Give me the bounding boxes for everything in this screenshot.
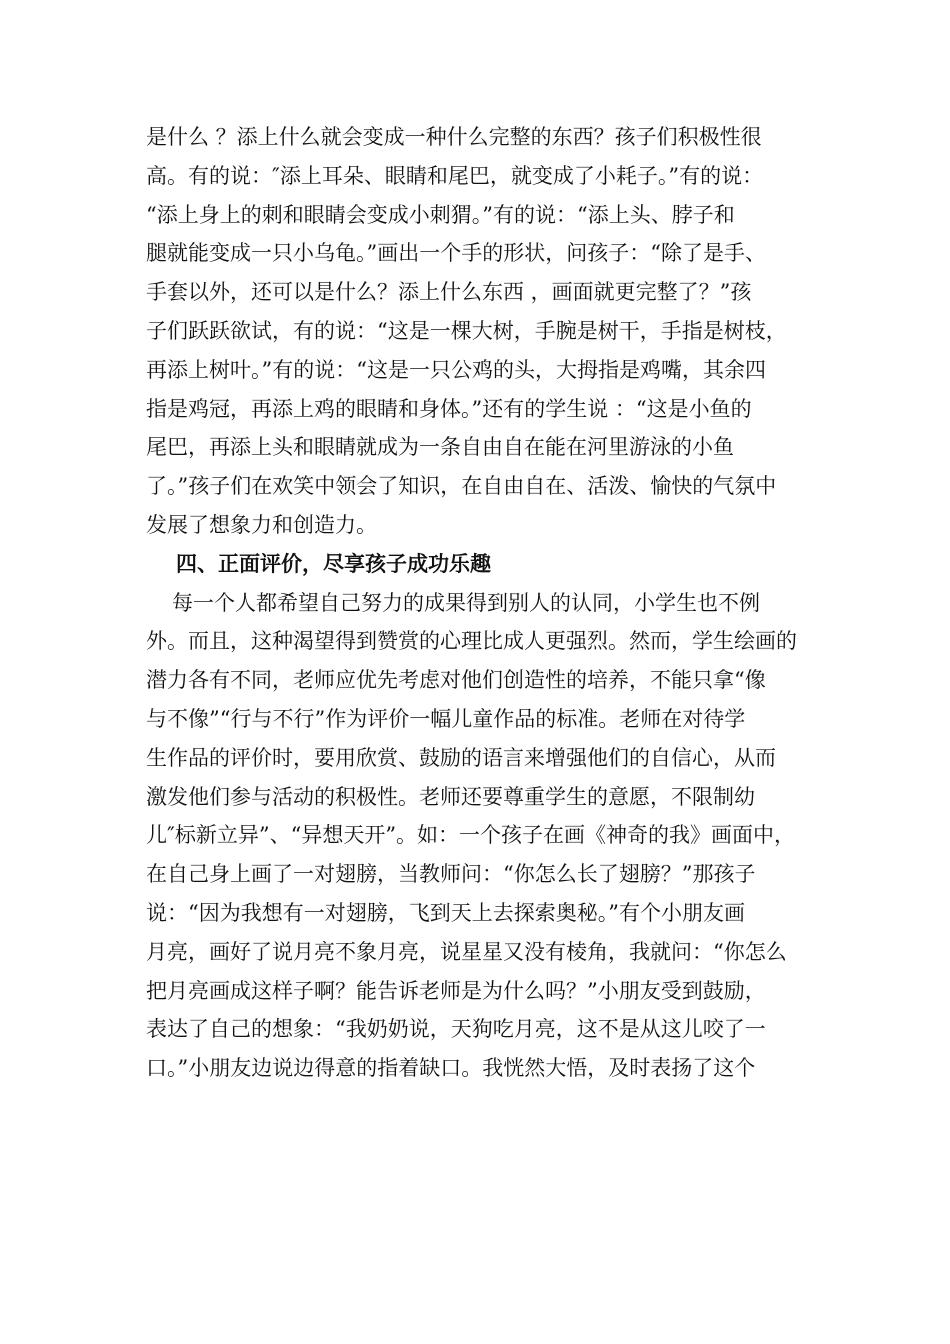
- paragraph-line: 生作品的评价时，要用欣赏、鼓励的语言来增强他们的自信心，从而: [146, 745, 776, 770]
- paragraph-line: 潜力各有不同，老师应优先考虑对他们创造性的培养，不能只拿“像: [146, 668, 766, 693]
- section-heading: 四、正面评价，尽享孩子成功乐趣: [176, 551, 491, 576]
- paragraph-line: 了。”孩子们在欢笑中领会了知识，在自由自在、活泼、愉快的气氛中: [146, 474, 777, 499]
- paragraph-line: 高。有的说：″添上耳朵、眼睛和尾巴，就变成了小耗子。”有的说：: [146, 163, 764, 188]
- paragraph-line: 把月亮画成这样子啊？能告诉老师是为什么吗？”小朋友受到鼓励，: [146, 978, 766, 1003]
- paragraph-line: 腿就能变成一只小乌龟。”画出一个手的形状，问孩子：“除了是手、: [146, 241, 766, 266]
- paragraph-line: 月亮，画好了说月亮不象月亮，说星星又没有棱角，我就问：“你怎么: [146, 939, 787, 964]
- paragraph-line: 每一个人都希望自己努力的成果得到别人的认同，小学生也不例: [172, 590, 760, 615]
- paragraph-line: 指是鸡冠，再添上鸡的眼睛和身体。”还有的学生说 ：“这是小鱼的: [146, 396, 752, 421]
- paragraph-line: 与不像”“行与不行”作为评价一幅儿童作品的标准。老师在对待学: [146, 706, 746, 731]
- paragraph-line: 是什么 ？添上什么就会变成一种什么完整的东西？孩子们积极性很: [146, 125, 762, 149]
- paragraph-line: 发展了想象力和创造力。: [146, 512, 377, 537]
- paragraph-line: 手套以外，还可以是什么？添上什么东西 ，画面就更完整了？”孩: [146, 280, 752, 305]
- paragraph-line: 口。”小朋友边说边得意的指着缺口。我恍然大悟，及时表扬了这个: [146, 1056, 756, 1081]
- paragraph-line: 外。而且，这种渴望得到赞赏的心理比成人更强烈。然而，学生绘画的: [146, 629, 797, 654]
- paragraph-line: “添上身上的刺和眼睛会变成小刺猬。”有的说：“添上头、脖子和: [146, 202, 735, 227]
- paragraph-line: 子们跃跃欲试，有的说：“这是一棵大树，手腕是树干，手指是树枝，: [146, 318, 787, 343]
- body-text: [146, 118, 816, 1088]
- paragraph-line: 激发他们参与活动的积极性。老师还要尊重学生的意愿，不限制幼: [146, 784, 755, 809]
- paragraph-line: 尾巴，再添上头和眼睛就成为一条自由自在能在河里游泳的小鱼: [146, 435, 734, 460]
- paragraph-line: 表达了自己的想象：“我奶奶说，天狗吃月亮，这不是从这儿咬了一: [146, 1017, 766, 1042]
- paragraph-line: 再添上树叶。”有的说：“这是一只公鸡的头，大拇指是鸡嘴，其余四: [146, 357, 766, 382]
- paragraph-line: 儿″标新立异”、“异想天开”。如：一个孩子在画《神奇的我》画面中，: [146, 823, 796, 848]
- paragraph-line: 在自己身上画了一对翅膀，当教师问：“你怎么长了翅膀？”那孩子: [146, 862, 756, 887]
- paragraph-line: 说：“因为我想有一对翅膀，飞到天上去探索奥秘。”有个小朋友画: [146, 900, 745, 925]
